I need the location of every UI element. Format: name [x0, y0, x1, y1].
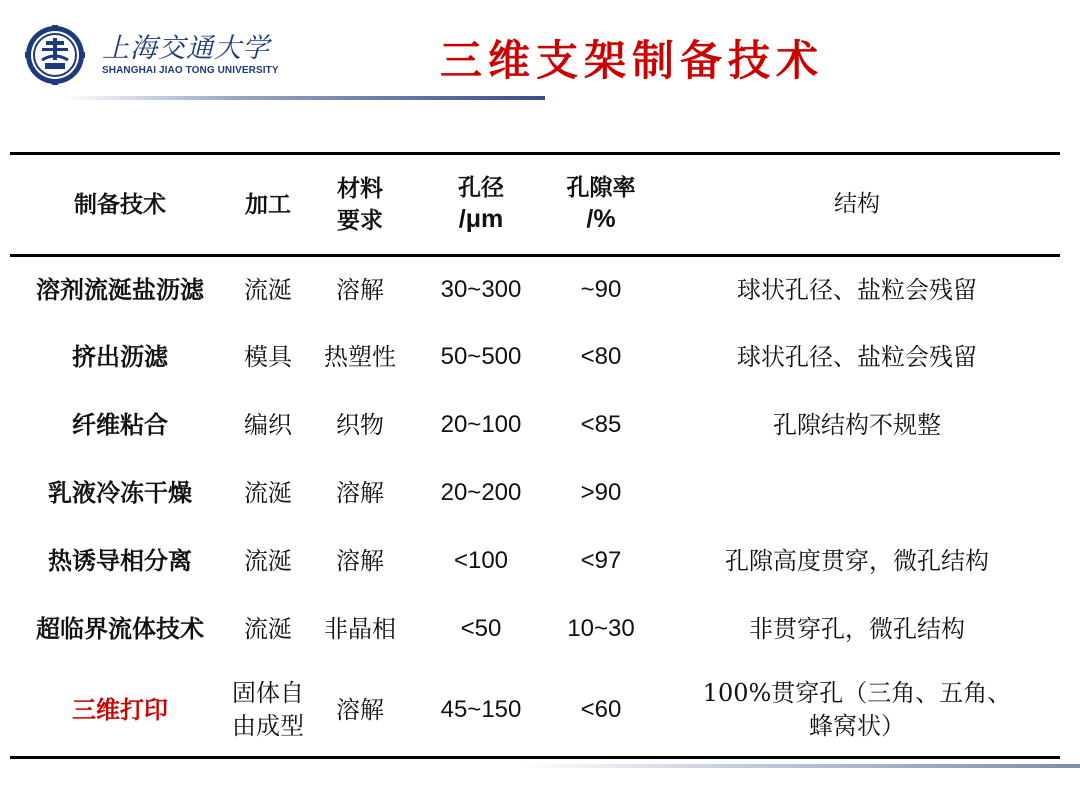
table-row [10, 460, 1060, 528]
header-technique: 制备技术 [10, 154, 230, 256]
cell-processing: 编织 [244, 411, 292, 440]
cell-structure: 孔隙结构不规整 [773, 411, 941, 440]
cell-structure: 球状孔径、盐粒会残留 [737, 276, 977, 305]
scaffold-technique-table [10, 152, 1060, 759]
table-row [10, 256, 1060, 324]
cell-porosity: <60 [548, 664, 654, 758]
header-processing: 加工 [230, 154, 306, 256]
header-pore-size: 孔径 /μm [414, 154, 548, 256]
cell-processing: 流涎 [244, 276, 292, 305]
footer-divider [520, 764, 1080, 768]
table-row [10, 528, 1060, 596]
university-name-chinese: 上海交通大学 [102, 33, 270, 64]
cell-pore-size: 20~200 [440, 479, 522, 507]
cell-processing: 模具 [244, 343, 292, 372]
cell-porosity: <97 [580, 547, 622, 575]
cell-technique: 纤维粘合 [72, 410, 168, 440]
cell-structure: 非贯穿孔，微孔结构 [749, 615, 965, 644]
cell-porosity: ~90 [580, 276, 622, 304]
cell-technique: 乳液冷冻干燥 [48, 478, 192, 508]
cell-porosity: 10~30 [567, 615, 635, 643]
cell-structure: 100%贯穿孔（三角、五角、 蜂窝状） [654, 664, 1060, 758]
slide-title: 三维支架制备技术 [440, 36, 825, 85]
cell-technique: 三维打印 [10, 664, 230, 758]
cell-technique: 热诱导相分离 [48, 546, 192, 576]
cell-material: 溶解 [306, 664, 414, 758]
university-seal-logo [24, 24, 86, 86]
cell-technique: 溶剂流涎盐沥滤 [36, 275, 204, 305]
cell-pore-size: 20~100 [440, 411, 522, 439]
cell-pore-size: 45~150 [414, 664, 548, 758]
cell-porosity: <85 [580, 411, 622, 439]
cell-material: 非晶相 [324, 615, 396, 644]
cell-material: 溶解 [336, 479, 384, 508]
university-name-english: SHANGHAI JIAO TONG UNIVERSITY [102, 65, 279, 76]
header-structure: 结构 [654, 154, 1060, 256]
cell-processing: 流涎 [244, 547, 292, 576]
cell-pore-size: <50 [460, 615, 502, 643]
cell-structure [654, 460, 1060, 528]
table-row [10, 596, 1060, 664]
cell-pore-size: 50~500 [440, 343, 522, 371]
cell-material: 溶解 [336, 547, 384, 576]
cell-structure: 孔隙高度贯穿，微孔结构 [725, 547, 989, 576]
cell-processing: 固体自 由成型 [230, 664, 306, 758]
cell-material: 溶解 [336, 276, 384, 305]
cell-pore-size: <100 [453, 547, 509, 575]
cell-porosity: <80 [580, 343, 622, 371]
header-porosity: 孔隙率 /% [548, 154, 654, 256]
cell-structure: 球状孔径、盐粒会残留 [737, 343, 977, 372]
table-row [10, 392, 1060, 460]
cell-material: 热塑性 [324, 343, 396, 372]
cell-pore-size: 30~300 [440, 276, 522, 304]
cell-processing: 流涎 [244, 615, 292, 644]
cell-technique: 挤出沥滤 [72, 342, 168, 372]
table-header-row [10, 154, 1060, 256]
slide-header [0, 0, 1080, 100]
cell-porosity: >90 [580, 479, 622, 507]
header-divider [60, 96, 545, 100]
cell-processing: 流涎 [244, 479, 292, 508]
table-row-highlight [10, 664, 1060, 758]
table-row [10, 324, 1060, 392]
cell-technique: 超临界流体技术 [36, 614, 204, 644]
cell-material: 织物 [336, 411, 384, 440]
header-material: 材料 要求 [306, 154, 414, 256]
